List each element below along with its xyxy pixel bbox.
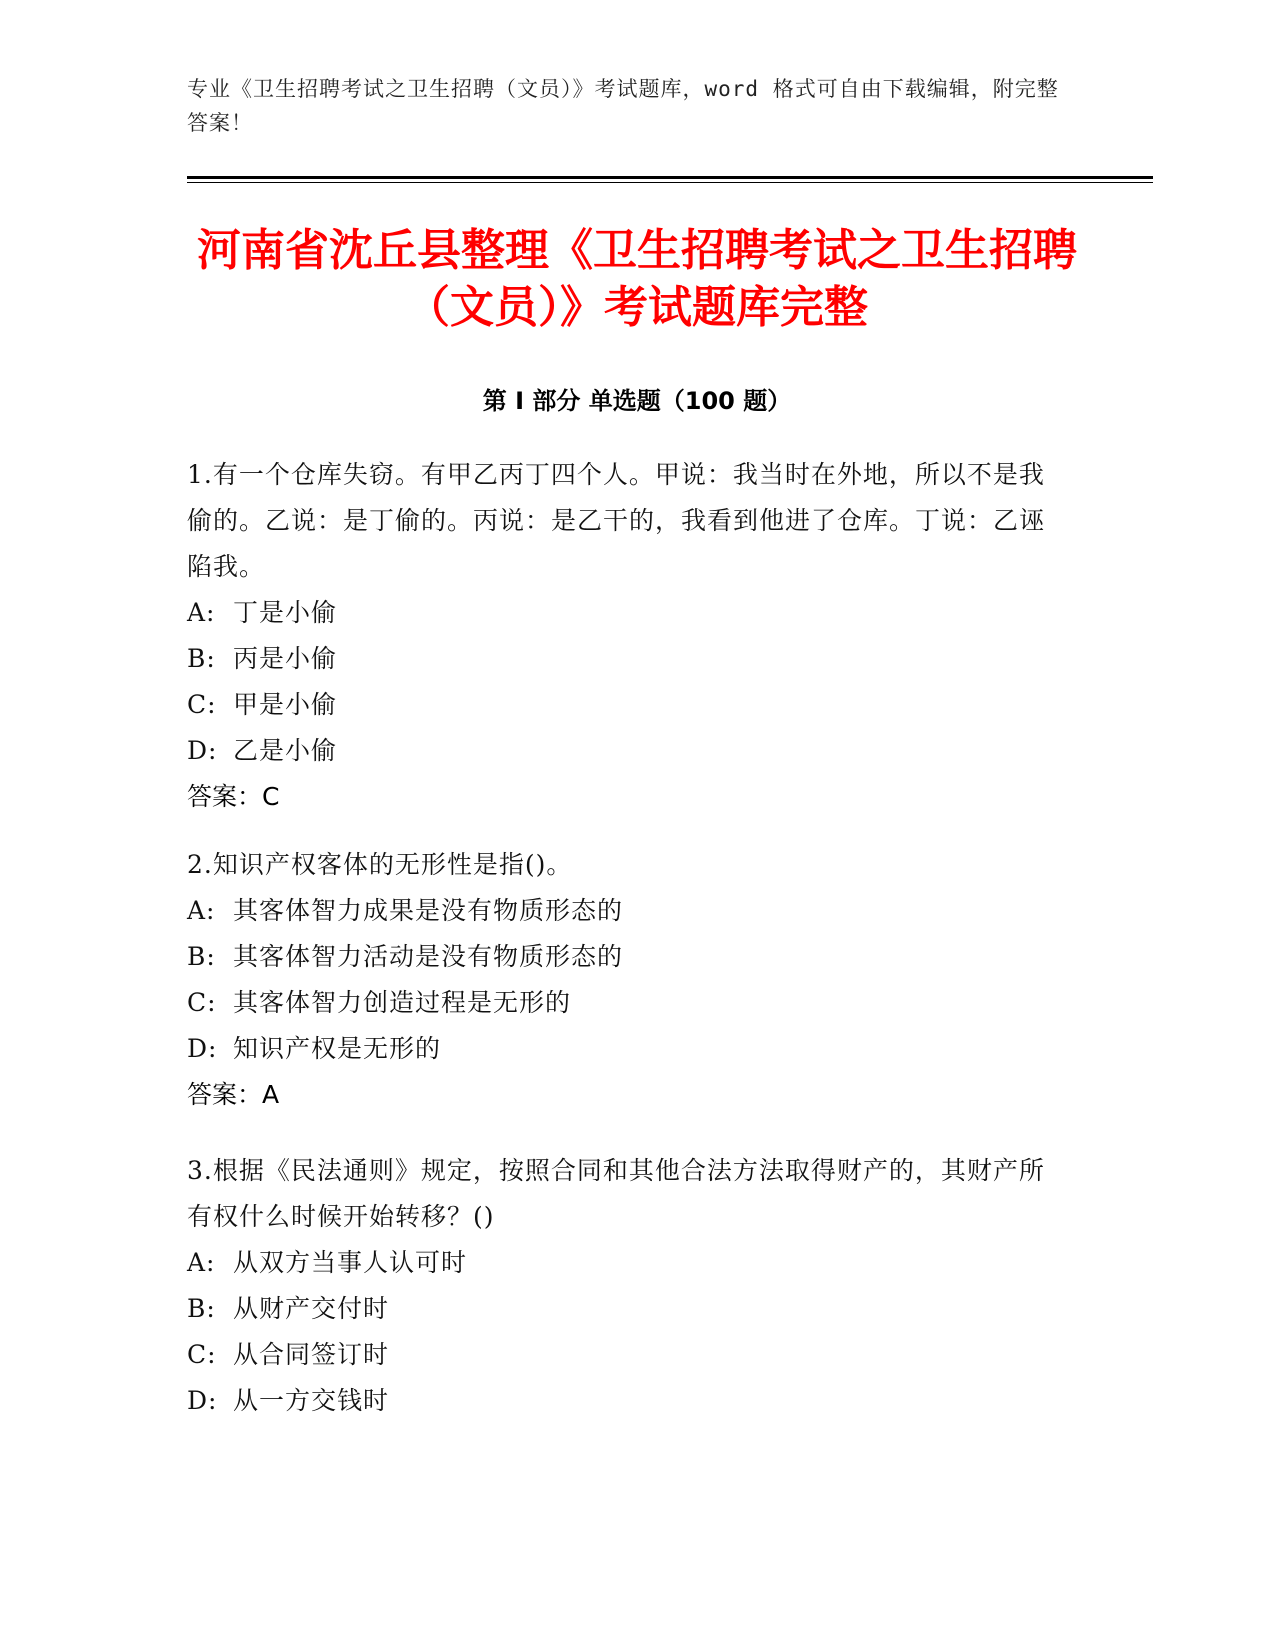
option-key: C: [187, 690, 217, 719]
option-key: D: [187, 1034, 218, 1063]
option-text: 甲是小偷 [233, 690, 338, 719]
option-key: D: [187, 736, 218, 765]
question-1 [187, 452, 1067, 820]
option-text: 从合同签订时 [233, 1340, 390, 1369]
header-divider-thick [187, 176, 1153, 179]
option-text: 从双方当事人认可时 [233, 1248, 468, 1277]
option-key: B: [187, 644, 216, 673]
question-3 [187, 1148, 1067, 1424]
option-a [187, 1240, 1067, 1286]
option-b [187, 934, 1067, 980]
question-stem: 3.根据《民法通则》规定，按照合同和其他合法方法取得财产的，其财产所有权什么时候开始转移？() [187, 1156, 1045, 1231]
option-text: 其客体智力活动是没有物质形态的 [233, 942, 624, 971]
header-note: 专业《卫生招聘考试之卫生招聘（文员）》考试题库，word 格式可自由下载编辑，附完整答案！ [187, 77, 1059, 135]
option-text: 乙是小偷 [233, 736, 338, 765]
option-key: D: [187, 1386, 218, 1415]
option-d [187, 1026, 1067, 1072]
option-text: 其客体智力创造过程是无形的 [233, 988, 572, 1017]
document-title: 河南省沈丘县整理《卫生招聘考试之卫生招聘（文员）》考试题库完整 [197, 225, 1077, 333]
option-a [187, 888, 1067, 934]
question-2 [187, 842, 1067, 1118]
section-heading: 第 I 部分 单选题（100 题） [482, 387, 792, 415]
option-d [187, 1378, 1067, 1424]
header-divider-thin [187, 182, 1153, 183]
answer-label: 答案：C [187, 782, 280, 811]
option-text: 从财产交付时 [233, 1294, 390, 1323]
option-key: A: [187, 1248, 216, 1277]
option-a [187, 590, 1067, 636]
option-text: 丙是小偷 [233, 644, 338, 673]
option-c [187, 980, 1067, 1026]
option-text: 丁是小偷 [233, 598, 338, 627]
option-b [187, 1286, 1067, 1332]
option-key: C: [187, 1340, 217, 1369]
option-c [187, 682, 1067, 728]
option-key: B: [187, 1294, 216, 1323]
question-stem: 2.知识产权客体的无形性是指()。 [187, 850, 573, 879]
option-key: A: [187, 896, 216, 925]
option-text: 知识产权是无形的 [233, 1034, 442, 1063]
answer-label: 答案：A [187, 1080, 280, 1109]
option-text: 从一方交钱时 [233, 1386, 390, 1415]
option-key: A: [187, 598, 216, 627]
option-b [187, 636, 1067, 682]
option-key: C: [187, 988, 217, 1017]
option-c [187, 1332, 1067, 1378]
option-d [187, 728, 1067, 774]
option-text: 其客体智力成果是没有物质形态的 [233, 896, 624, 925]
option-key: B: [187, 942, 216, 971]
question-stem: 1.有一个仓库失窃。有甲乙丙丁四个人。甲说：我当时在外地，所以不是我偷的。乙说：是丁偷的。丙说：是乙干的，我看到他进了仓库。丁说：乙诬陷我。 [187, 460, 1046, 581]
